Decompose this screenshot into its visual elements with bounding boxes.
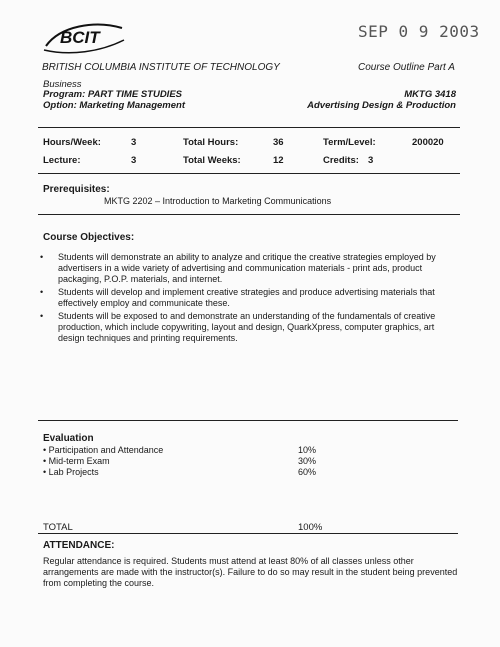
credits-label: Credits: xyxy=(323,155,359,166)
total-weeks-label: Total Weeks: xyxy=(183,155,241,166)
divider xyxy=(38,214,460,215)
attendance-text: Regular attendance is required. Students must attend at least 80% of all classes unless other arrangements are made with the instructor(s). Failure to do so may result in the student being prevented from completing the course. xyxy=(43,556,458,588)
term-label: Term/Level: xyxy=(323,137,376,148)
bcit-logo xyxy=(40,16,128,56)
divider xyxy=(38,420,458,421)
evaluation-heading: Evaluation xyxy=(43,433,94,444)
date-stamp: SEP 0 9 2003 xyxy=(358,22,480,41)
eval-item-pct: 10% xyxy=(298,445,317,455)
eval-item-pct: 30% xyxy=(298,456,317,466)
hours-week-label: Hours/Week: xyxy=(43,137,101,148)
prereq-text: MKTG 2202 – Introduction to Marketing Communications xyxy=(104,196,332,206)
objective-item: • Students will demonstrate an ability to analyze and critique the creative strategies employed by advertisers in a wide variety of advertising and communication materials - print ads, product packaging, P.O.P. materials, and internet. xyxy=(36,252,458,285)
total-hours-value: 36 xyxy=(273,137,284,148)
objective-item: • Students will be exposed to and demonstrate an understanding of the fundamentals of creative production, which include copywriting, layout and design, QuarkXpress, computer graphics, art design techniques and printing requirements. xyxy=(36,311,458,344)
total-weeks-value: 12 xyxy=(273,155,284,166)
outline-label: Course Outline Part A xyxy=(358,62,455,73)
divider xyxy=(38,173,460,174)
option-name: Option: Marketing Management xyxy=(43,100,185,111)
lecture-label: Lecture: xyxy=(43,155,81,166)
objective-item: • Students will develop and implement creative strategies and produce advertising materials that effectively employ and communicate these. xyxy=(36,287,458,309)
lecture-value: 3 xyxy=(131,155,137,166)
eval-item-label: • Mid-term Exam xyxy=(43,456,110,466)
term-value: 200020 xyxy=(412,137,444,148)
school-name: Business xyxy=(43,79,82,90)
attendance-heading: ATTENDANCE: xyxy=(43,540,115,551)
objectives-list xyxy=(36,252,458,346)
objectives-heading: Course Objectives: xyxy=(43,232,135,243)
prereq-heading: Prerequisites: xyxy=(43,184,110,195)
hours-week-value: 3 xyxy=(131,137,137,148)
divider xyxy=(38,533,458,534)
eval-item-pct: 60% xyxy=(298,467,317,477)
total-pct: 100% xyxy=(298,522,323,533)
course-name: Advertising Design & Production xyxy=(307,100,456,111)
program-name: Program: PART TIME STUDIES xyxy=(43,89,182,100)
divider xyxy=(38,127,460,128)
total-label: TOTAL xyxy=(43,522,73,533)
course-code: MKTG 3418 xyxy=(404,89,456,100)
eval-item-label: • Lab Projects xyxy=(43,467,99,477)
credits-value: 3 xyxy=(368,155,374,166)
institution-name: BRITISH COLUMBIA INSTITUTE OF TECHNOLOGY xyxy=(42,62,280,73)
total-hours-label: Total Hours: xyxy=(183,137,239,148)
svg-text:BCIT: BCIT xyxy=(60,28,100,47)
eval-item-label: • Participation and Attendance xyxy=(43,445,164,455)
